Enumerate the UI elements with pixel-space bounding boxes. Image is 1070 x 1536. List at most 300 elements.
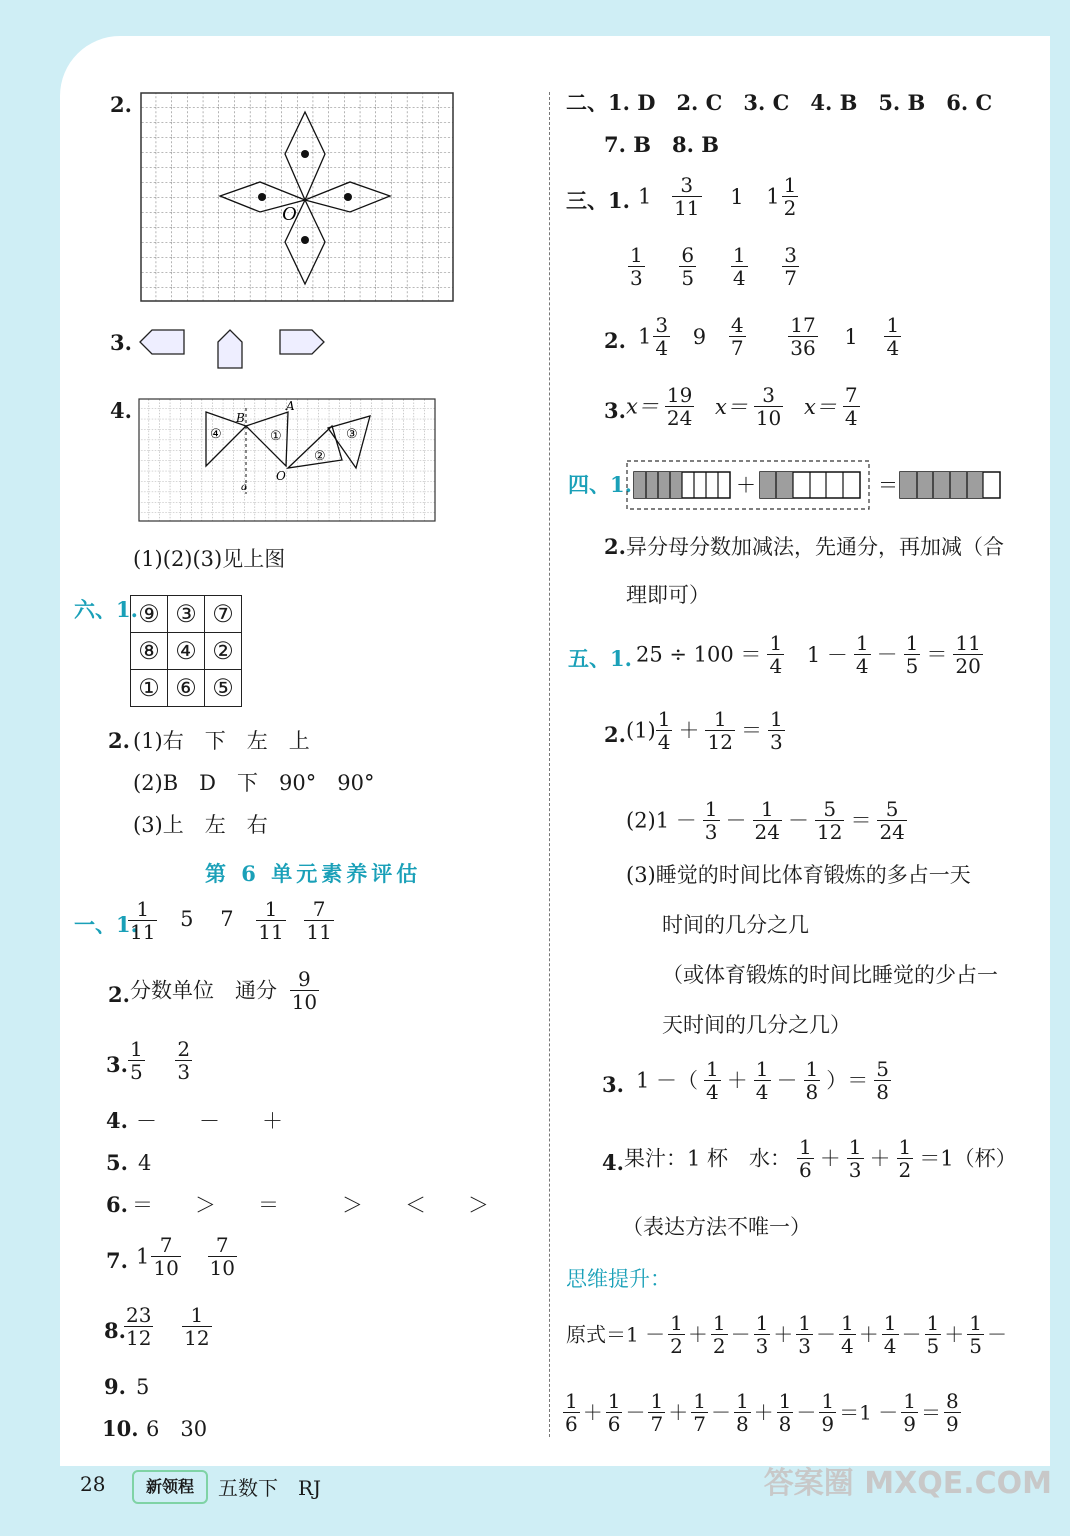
fraction [854, 632, 871, 677]
numerator: 8 [945, 1389, 959, 1413]
numerator: 5 [815, 798, 844, 821]
x-eq: x＝ [626, 394, 659, 419]
op: ＋ [753, 1400, 774, 1425]
denominator: 20 [955, 654, 981, 678]
denominator: 3 [798, 1334, 812, 1358]
fraction [804, 1058, 821, 1103]
denominator: 10 [153, 1256, 179, 1280]
denominator: 2 [670, 1334, 683, 1358]
fraction [847, 1136, 864, 1181]
fraction [151, 1234, 180, 1279]
r5-2-values [626, 708, 791, 753]
op: － [625, 1400, 646, 1425]
numerator: 1 [783, 173, 797, 197]
denominator: 5 [130, 1060, 143, 1084]
r2-line2: 7. B 8. B [604, 132, 719, 157]
numerator: 1 [128, 898, 157, 921]
denominator: 4 [855, 654, 869, 678]
value: 5 [180, 907, 194, 931]
s8-values [118, 1304, 218, 1349]
numerator: 1 [657, 707, 671, 731]
numerator: 4 [730, 313, 744, 337]
r3-2-values [638, 314, 907, 359]
s6-text: ＝ ＞ ＝ ＞ ＜ ＞ [132, 1193, 489, 1217]
s8-label: 8. [104, 1318, 126, 1343]
six-2-label: 2. [108, 728, 130, 753]
numerator: 1 [130, 1037, 143, 1061]
grid-cell: ⑧ [131, 633, 168, 670]
six-2-a: (1)右 下 左 上 [133, 729, 310, 753]
numerator: 1 [753, 798, 782, 821]
s7-values [136, 1234, 243, 1279]
fraction [796, 1312, 813, 1357]
x-eq: x＝ [803, 394, 837, 419]
fraction [797, 1136, 814, 1181]
denominator: 10 [755, 406, 782, 430]
numerator: 5 [877, 798, 906, 821]
op: ＋ [668, 1400, 689, 1425]
op: ＝1（杯） [919, 1146, 1017, 1171]
denominator: 6 [565, 1412, 578, 1436]
fraction [656, 708, 673, 753]
q2-label: 2. [110, 92, 132, 117]
fraction [705, 708, 734, 753]
numerator: 1 [778, 1389, 792, 1413]
r2-line1: 二、1. D 2. C 3. C 4. B 5. B 6. C [566, 90, 993, 115]
numerator: 1 [769, 707, 783, 731]
numerator: 1 [798, 1311, 812, 1335]
r5-3-label: 3. [602, 1072, 624, 1097]
denominator: 7 [784, 266, 797, 290]
whole: 1 [136, 1244, 150, 1269]
s4-label: 4. [106, 1108, 128, 1133]
op: － [725, 808, 747, 833]
six-grid [130, 595, 242, 707]
denominator: 4 [841, 1334, 854, 1358]
op: ＝ [850, 808, 872, 833]
part: 果汁：1 杯 水： [624, 1146, 792, 1171]
grid-cell: ③ [168, 596, 205, 633]
r4-fraction-bars [626, 460, 1006, 510]
denominator: 7 [693, 1412, 706, 1436]
denominator: 11 [130, 920, 156, 944]
op: － [787, 808, 809, 833]
op: ＋ [944, 1322, 965, 1347]
r5-3-values [636, 1058, 897, 1103]
op: ＋ [869, 1146, 891, 1171]
expr: 25 ÷ 100 ＝ [636, 642, 762, 667]
op: ＋ [678, 718, 700, 743]
fraction [843, 384, 860, 429]
numerator: 3 [784, 243, 797, 267]
six-2-c: (3)上 左 右 [133, 813, 268, 837]
q4-grid-figure [138, 398, 436, 522]
s9-text: 5 [136, 1375, 150, 1399]
fraction [691, 1390, 708, 1435]
numerator: 19 [666, 383, 693, 407]
q2-grid-figure [140, 92, 454, 302]
numerator: 3 [754, 384, 783, 407]
numerator: 3 [655, 313, 669, 337]
q3-shapes [138, 326, 328, 372]
denominator: 3 [769, 730, 783, 754]
fraction [128, 1038, 145, 1083]
fraction [815, 798, 844, 843]
numerator: 1 [735, 1389, 749, 1413]
fraction [953, 632, 982, 677]
fraction [944, 1390, 961, 1435]
fraction [124, 1304, 153, 1349]
r4-2-label: 2. [604, 534, 626, 559]
q4-tag-1: ① [270, 429, 282, 444]
r3-label: 三、1. [566, 188, 630, 213]
denominator: 24 [666, 406, 693, 430]
op: ＋ [726, 1068, 748, 1093]
denominator: 8 [805, 1080, 819, 1104]
fraction [711, 1312, 728, 1357]
denominator: 4 [755, 1080, 769, 1104]
denominator: 12 [707, 730, 733, 754]
s2-values [130, 968, 325, 1013]
op: － [730, 1322, 751, 1347]
numerator: 6 [681, 243, 695, 267]
r5-2-label: 2. [604, 722, 626, 747]
column-divider [549, 92, 550, 1437]
numerator: 1 [886, 313, 900, 337]
op: ＋ [582, 1400, 603, 1425]
fraction [290, 968, 319, 1013]
op: ＋ [858, 1322, 879, 1347]
top-band [0, 0, 1070, 36]
fraction [967, 1312, 984, 1357]
whole: 1 [766, 184, 780, 209]
denominator: 4 [844, 406, 858, 430]
numerator: 11 [955, 631, 981, 655]
op: － [796, 1400, 817, 1425]
s2-text: 分数单位 通分 [130, 978, 277, 1003]
q4-point-o: O [276, 469, 286, 483]
numerator: 1 [969, 1311, 982, 1335]
fraction [782, 244, 799, 289]
numerator: 1 [182, 1304, 211, 1327]
brand-logo: 新领程 [132, 1470, 208, 1504]
r5-row [568, 646, 632, 672]
denominator: 4 [886, 336, 900, 360]
numerator: 1 [693, 1389, 706, 1413]
denominator: 2 [712, 1334, 726, 1358]
denominator: 6 [799, 1158, 812, 1182]
denominator: 9 [945, 1412, 959, 1436]
op: － [901, 1322, 922, 1347]
numerator: 23 [126, 1303, 152, 1327]
r4-plus: ＋ [736, 473, 756, 497]
op: － [986, 1322, 1007, 1347]
s7-label: 7. [106, 1248, 128, 1273]
grid-cell: ⑥ [168, 670, 205, 707]
numerator: 1 [841, 1311, 854, 1335]
r5-2b-values [626, 798, 913, 843]
denominator: 7 [650, 1412, 664, 1436]
r5-2c-4: 天时间的几分之几） [662, 1013, 851, 1037]
numerator: 1 [903, 1389, 916, 1413]
fraction [731, 244, 748, 289]
denominator: 8 [876, 1080, 889, 1104]
fraction [901, 1390, 918, 1435]
fraction [768, 708, 785, 753]
fraction [753, 798, 782, 843]
denominator: 2 [783, 196, 797, 220]
denominator: 5 [681, 266, 695, 290]
denominator: 3 [177, 1060, 191, 1084]
r5-2c-2: 时间的几分之几 [662, 913, 809, 937]
grid-cell: ④ [168, 633, 205, 670]
fraction [208, 1234, 237, 1279]
numerator: 7 [844, 383, 858, 407]
r5-4-label: 4. [602, 1150, 624, 1175]
r5-4-values [624, 1136, 1017, 1181]
op: － [710, 1400, 731, 1425]
denominator: 6 [607, 1412, 621, 1436]
watermark: 答案圈 MXQE.COM [763, 1466, 1052, 1501]
numerator: 1 [848, 1135, 862, 1159]
numerator: 9 [290, 968, 319, 991]
value: 9 [692, 324, 707, 349]
value: 7 [220, 907, 234, 931]
denominator: 4 [706, 1080, 719, 1104]
denominator: 9 [821, 1412, 835, 1436]
r4-row [568, 472, 632, 498]
denominator: 11 [306, 920, 332, 944]
s1-values [122, 898, 340, 943]
numerator: 7 [151, 1234, 180, 1257]
denominator: 5 [905, 654, 919, 678]
denominator: 3 [755, 1334, 769, 1358]
op: ＝ [920, 1400, 941, 1425]
r3-3-values [626, 384, 866, 429]
fraction [874, 1058, 891, 1103]
denominator: 4 [655, 336, 669, 360]
numerator: 1 [905, 631, 919, 655]
numerator: 1 [706, 1057, 719, 1081]
denominator: 5 [926, 1334, 940, 1358]
denominator: 12 [184, 1326, 210, 1350]
denominator: 4 [732, 266, 746, 290]
denominator: 4 [657, 730, 671, 754]
think-line1 [566, 1312, 1007, 1357]
denominator: 8 [735, 1412, 749, 1436]
r5-4-note: （表达方法不唯一） [622, 1215, 811, 1239]
s9-label: 9. [104, 1374, 126, 1399]
denominator: 5 [969, 1334, 982, 1358]
numerator: 5 [876, 1057, 889, 1081]
part: (1) [626, 718, 656, 743]
unit-title: 第 6 单元素养评估 [205, 861, 422, 886]
s3-values [122, 1038, 198, 1083]
q4-point-b: B [236, 411, 245, 425]
denominator: 7 [730, 336, 744, 360]
six-label-text: 六、1. [74, 597, 138, 622]
fraction [788, 314, 817, 359]
x-eq: x＝ [714, 394, 748, 419]
q4-tag-3: ③ [346, 427, 358, 442]
value: 1 [844, 324, 858, 349]
numerator: 1 [755, 1311, 769, 1335]
numerator: 1 [805, 1057, 819, 1081]
value: 1 [730, 184, 744, 209]
fraction [653, 314, 670, 359]
fraction [904, 632, 921, 677]
r5-values [636, 632, 989, 677]
numerator: 1 [799, 1135, 812, 1159]
numerator: 1 [565, 1389, 578, 1413]
q4-tag-4: ④ [210, 427, 222, 442]
s2-label: 2. [108, 982, 130, 1007]
numerator: 1 [704, 797, 718, 821]
denominator: 36 [790, 336, 816, 360]
denominator: 12 [126, 1326, 152, 1350]
value: 1 [638, 184, 652, 209]
q4-axis-a: a [241, 482, 247, 493]
numerator: 7 [208, 1234, 237, 1257]
r5-label: 五、1. [568, 646, 632, 671]
s10-text: 6 30 [146, 1417, 208, 1441]
fraction [734, 1390, 751, 1435]
fraction [767, 632, 784, 677]
fraction [665, 384, 694, 429]
fraction [672, 174, 701, 219]
op: ＋ [773, 1322, 794, 1347]
numerator: 1 [607, 1389, 621, 1413]
denominator: 9 [903, 1412, 916, 1436]
r4-label: 四、1. [568, 472, 632, 497]
expr: 1 － [806, 642, 848, 667]
denominator: 8 [778, 1412, 792, 1436]
r3-2-label: 2. [604, 328, 626, 353]
numerator: 3 [672, 174, 701, 197]
numerator: 1 [821, 1389, 835, 1413]
numerator: 1 [712, 1311, 726, 1335]
denominator: 12 [816, 820, 843, 844]
grid-cell: ⑦ [205, 596, 242, 633]
book-label: 五数下 RJ [218, 1476, 322, 1500]
six-label [74, 597, 138, 623]
denominator: 24 [879, 820, 905, 844]
denominator: 4 [883, 1334, 897, 1358]
think-prefix: 原式＝1 － [566, 1322, 666, 1347]
op: － [876, 642, 898, 667]
s5-text: 4 [138, 1151, 152, 1175]
s6-label: 6. [106, 1192, 128, 1217]
fraction [882, 1312, 899, 1357]
op: ＝1 － [839, 1400, 899, 1425]
fraction [754, 1058, 771, 1103]
r4-2-text1: 异分母分数加减法，先通分，再加减（合 [626, 535, 1004, 559]
denominator: 11 [674, 196, 700, 220]
denominator: 3 [848, 1158, 862, 1182]
denominator: 3 [630, 266, 643, 290]
fraction [754, 384, 783, 429]
op: ＋ [687, 1322, 708, 1347]
op: － [816, 1322, 837, 1347]
fraction [884, 314, 901, 359]
fraction [819, 1390, 836, 1435]
grid-cell: ① [131, 670, 168, 707]
s3-label: 3. [106, 1052, 128, 1077]
numerator: 7 [304, 898, 333, 921]
fraction [782, 174, 799, 219]
q4-point-a: A [286, 399, 295, 413]
q4-label: 4. [110, 398, 132, 423]
think-line2 [560, 1390, 964, 1435]
s4-text: － － ＋ [136, 1109, 283, 1133]
fraction [128, 898, 157, 943]
numerator: 1 [670, 1311, 683, 1335]
numerator: 1 [650, 1389, 664, 1413]
r3-3-label: 3. [604, 398, 626, 423]
fraction [175, 1038, 192, 1083]
fraction [839, 1312, 856, 1357]
denominator: 2 [898, 1158, 912, 1182]
s5-label: 5. [106, 1150, 128, 1175]
numerator: 1 [705, 708, 734, 731]
op: ）＝ [826, 1068, 869, 1093]
fraction [704, 1058, 721, 1103]
fraction [703, 798, 720, 843]
denominator: 4 [769, 654, 783, 678]
s10-label: 10. [102, 1416, 139, 1441]
fraction [729, 314, 746, 359]
fraction [877, 798, 906, 843]
r4-2-text2: 理即可） [626, 583, 710, 607]
op: ＝ [740, 718, 762, 743]
op: ＝ [926, 642, 948, 667]
q2-point-o: O [282, 203, 297, 225]
r3-values [638, 174, 804, 219]
op: ＋ [819, 1146, 841, 1171]
numerator: 1 [898, 1135, 912, 1159]
fraction [897, 1136, 914, 1181]
s1-label: 一、1. [74, 912, 138, 937]
fraction [256, 898, 285, 943]
part: 1 －（ [636, 1068, 699, 1093]
numerator: 1 [256, 898, 285, 921]
r5-2c-1: (3)睡觉的时间比体育锻炼的多占一天 [626, 863, 971, 887]
numerator: 1 [855, 631, 869, 655]
op: － [776, 1068, 798, 1093]
fraction [754, 1312, 771, 1357]
denominator: 11 [258, 920, 284, 944]
r5-2c-3: （或体育锻炼的时间比睡觉的少占一 [662, 963, 998, 987]
part: (2)1 － [626, 808, 697, 833]
fraction [628, 244, 645, 289]
fraction [777, 1390, 794, 1435]
page-number: 28 [80, 1472, 106, 1496]
grid-cell: ② [205, 633, 242, 670]
numerator: 1 [769, 631, 783, 655]
fraction [563, 1390, 580, 1435]
denominator: 24 [754, 820, 780, 844]
numerator: 1 [883, 1311, 897, 1335]
whole: 1 [638, 324, 652, 349]
denominator: 10 [291, 990, 318, 1014]
numerator: 1 [630, 243, 643, 267]
fraction [925, 1312, 942, 1357]
denominator: 3 [704, 820, 718, 844]
numerator: 1 [732, 243, 746, 267]
numerator: 1 [926, 1311, 940, 1335]
fraction [182, 1304, 211, 1349]
fraction [606, 1390, 623, 1435]
